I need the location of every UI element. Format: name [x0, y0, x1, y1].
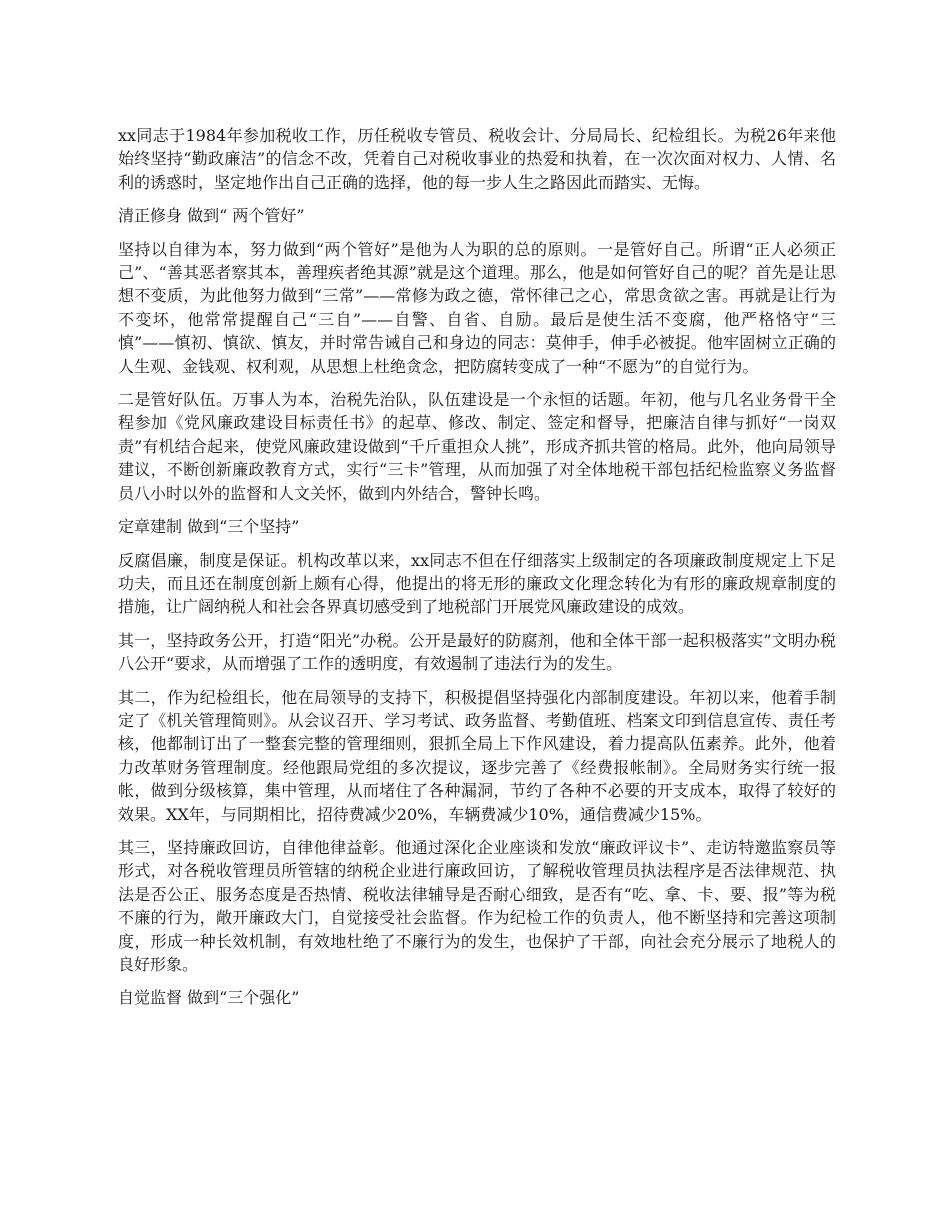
section-heading-three-persistences: 定章建制 做到“三个坚持” — [118, 517, 300, 537]
intro-paragraph: xx同志于1984年参加税收工作，历任税收专管员、税收会计、分局局长、纪检组长。为税26年来他始终坚持“勤政廉洁”的信念不改，凭着自己对税收事业的热爱和执着，在一次次面对权力、人情、名利的诱惑时，坚定地作出自己正确的选择，他的每一步人生之路因此而踏实、无悔。 — [118, 126, 836, 192]
section-heading-three-strengthenings: 自觉监督 做到“三个强化” — [118, 988, 300, 1008]
institution-paragraph: 反腐倡廉，制度是保证。机构改革以来，xx同志不但在仔细落实上级制定的各项廉政制度规定上下足功夫，而且还在制度创新上颇有心得，他提出的将无形的廉政文化理念转化为有形的廉政规章制度的措施，让广阔纳税人和社会各界真切感受到了地税部门开展党风廉政建设的成效。 — [118, 550, 836, 617]
team-management-paragraph: 二是管好队伍。万事人为本，治税先治队，队伍建设是一个永恒的话题。年初，他与几名业务骨干全程参加《党风廉政建设目标责任书》的起草、修改、制定、签定和督导，把廉洁自律与抓好“一岗双责”有机结合起来，使党风廉政建设做到“千斤重担众人挑”，形成齐抓共管的格局。此外，他向局领导建议，不断创新廉政教育方式，实行“三卡”管理，从而加强了对全体地税干部包括纪检监察义务监督员八小时以外的监督和人文关怀，做到内外结合，警钟长鸣。 — [118, 390, 836, 503]
document-body — [118, 124, 836, 1020]
point-one-paragraph: 其一，坚持政务公开，打造“阳光”办税。公开是最好的防腐剂，他和全体干部一起积极落实”文明办税八公开“要求，从而增强了工作的透明度，有效遏制了违法行为的发生。 — [118, 630, 836, 674]
self-discipline-paragraph: 坚持以自律为本，努力做到“两个管好”是他为人为职的总的原则。一是管好自己。所谓“正人必须正己”、“善其恶者察其本，善理疾者绝其源”就是这个道理。那么，他是如何管好自己的呢？首先是让思想不变质，为此他努力做到“三常”——常修为政之德，常怀律己之心，常思贪欲之害。再就是让行为不变坏，他常常提醒自己“三自”——自警、自省、自励。最后是使生活不变腐，他严格恪守“三慎”——慎初、慎欲、慎友，并时常告诫自己和身边的同志：莫伸手，伸手必被捉。他牢固树立正确的人生观、金钱观、权利观，从思想上杜绝贪念，把防腐转变成了一种“不愿为”的自觉行为。 — [118, 239, 836, 376]
section-heading-two-good-management: 清正修身 做到“ 两个管好” — [118, 206, 305, 226]
point-two-paragraph: 其二，作为纪检组长，他在局领导的支持下，积极提倡坚持强化内部制度建设。年初以来，他着手制定了《机关管理简则》。从会议召开、学习考试、政务监督、考勤值班、档案文印到信息宣传、责任考核，他都制订出了一整套完整的管理细则，狠抓全局上下作风建设，着力提高队伍素养。此外，他着力改革财务管理制度。经他跟局党组的多次提议，逐步完善了《经费报帐制》。全局财务实行统一报帐，做到分级核算，集中管理，从而堵住了各种漏洞，节约了各种不必要的开支成本，取得了较好的效果。XX年，与同期相比，招待费减少20%，车辆费减少10%，通信费减少15%。 — [118, 687, 836, 824]
point-three-paragraph: 其三，坚持廉政回访，自律他律益彰。他通过深化企业座谈和发放“廉政评议卡”、走访特邀监察员等形式，对各税收管理员所管辖的纳税企业进行廉政回访，了解税收管理员执法程序是否法律规范、执法是否公正、服务态度是否热情、税收法律辅导是否耐心细致，是否有“吃、拿、卡、要、报”等为税不廉的行为，敞开廉政大门，自觉接受社会监督。作为纪检工作的负责人，他不断坚持和完善这项制度，形成一种长效机制，有效地杜绝了不廉行为的发生，也保护了干部，向社会充分展示了地税人的良好形象。 — [118, 837, 836, 974]
